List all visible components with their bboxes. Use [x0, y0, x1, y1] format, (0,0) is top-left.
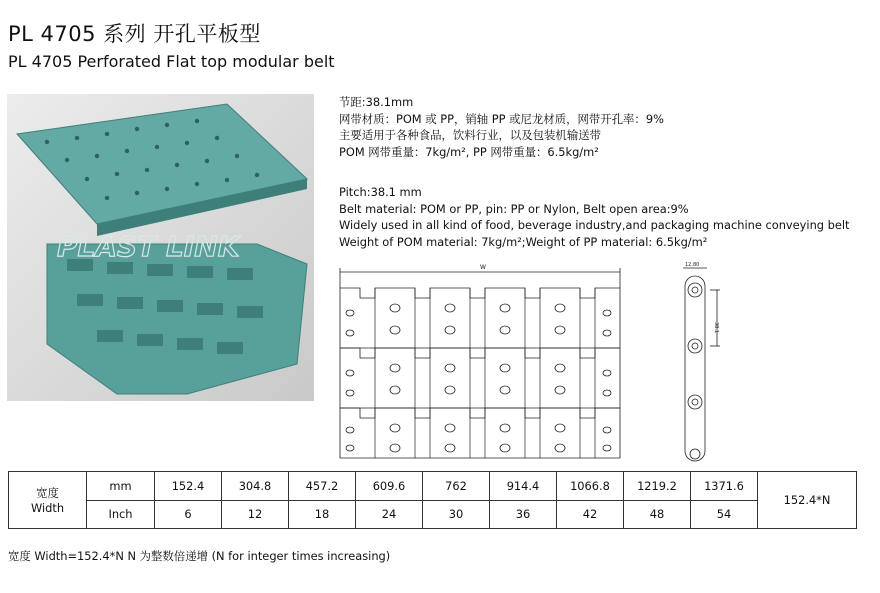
mm-value: 1219.2: [624, 472, 691, 501]
spec-material-en: Belt material: POM or PP, pin: PP or Nylon, Belt open area:9%: [339, 201, 689, 216]
inch-value: 30: [423, 500, 490, 529]
dim-side-width: 12.80: [685, 262, 700, 268]
belt-product-photo: [7, 94, 314, 401]
spec-weight-cn: POM 网带重量：7kg/m², PP 网带重量：6.5kg/m²: [339, 144, 599, 159]
watermark-text: PLAST LINK: [57, 230, 240, 263]
spec-pitch-en: Pitch:38.1 mm: [339, 185, 422, 199]
unit-inch: Inch: [87, 500, 155, 529]
mm-value: 1371.6: [691, 472, 758, 501]
dim-width-label: W: [480, 264, 486, 271]
mm-value: 304.8: [222, 472, 289, 501]
width-label-cn: 宽度: [36, 486, 59, 500]
mm-value: 609.6: [356, 472, 423, 501]
specs-chinese: [339, 94, 664, 160]
spec-application-cn: 主要适用于各种食品，饮料行业，以及包装机输送带: [339, 128, 601, 142]
inch-value: 42: [557, 500, 624, 529]
title-english: PL 4705 Perforated Flat top modular belt: [8, 52, 335, 71]
inch-value: 24: [356, 500, 423, 529]
width-label-en: Width: [30, 501, 65, 515]
spec-application-en: Widely used in all kind of food, beverage industry,and packaging machine conveying belt: [339, 218, 850, 232]
inch-value: 12: [222, 500, 289, 529]
mm-value: 152.4: [155, 472, 222, 501]
mm-value: 1066.8: [557, 472, 624, 501]
spec-material-cn: 网带材质：POM 或 PP，销轴 PP 或尼龙材质，网带开孔率：9%: [339, 111, 664, 126]
belt-side-view-drawing: [665, 258, 725, 468]
specs-english: [339, 184, 850, 250]
unit-mm: mm: [87, 472, 155, 501]
inch-value: 48: [624, 500, 691, 529]
mm-value: 457.2: [289, 472, 356, 501]
dim-side-pitch: 38.1: [713, 322, 719, 334]
width-formula: 152.4*N: [758, 472, 857, 529]
width-table: [8, 471, 857, 529]
inch-value: 18: [289, 500, 356, 529]
inch-value: 54: [691, 500, 758, 529]
inch-value: 6: [155, 500, 222, 529]
inch-value: 36: [490, 500, 557, 529]
spec-pitch-cn: 节距:38.1mm: [339, 95, 414, 109]
spec-weight-en: Weight of POM material: 7kg/m²;Weight of PP material: 6.5kg/m²: [339, 234, 708, 249]
width-footnote: 宽度 Width=152.4*N N 为整数倍递增 (N for integer times increasing): [8, 549, 391, 563]
width-label-cell: [9, 472, 87, 529]
belt-top-view-drawing: [335, 258, 625, 468]
mm-value: 914.4: [490, 472, 557, 501]
mm-value: 762: [423, 472, 490, 501]
table-row-inch: [9, 500, 857, 529]
title-chinese: PL 4705 系列 开孔平板型: [8, 22, 261, 46]
table-row-mm: [9, 472, 857, 501]
